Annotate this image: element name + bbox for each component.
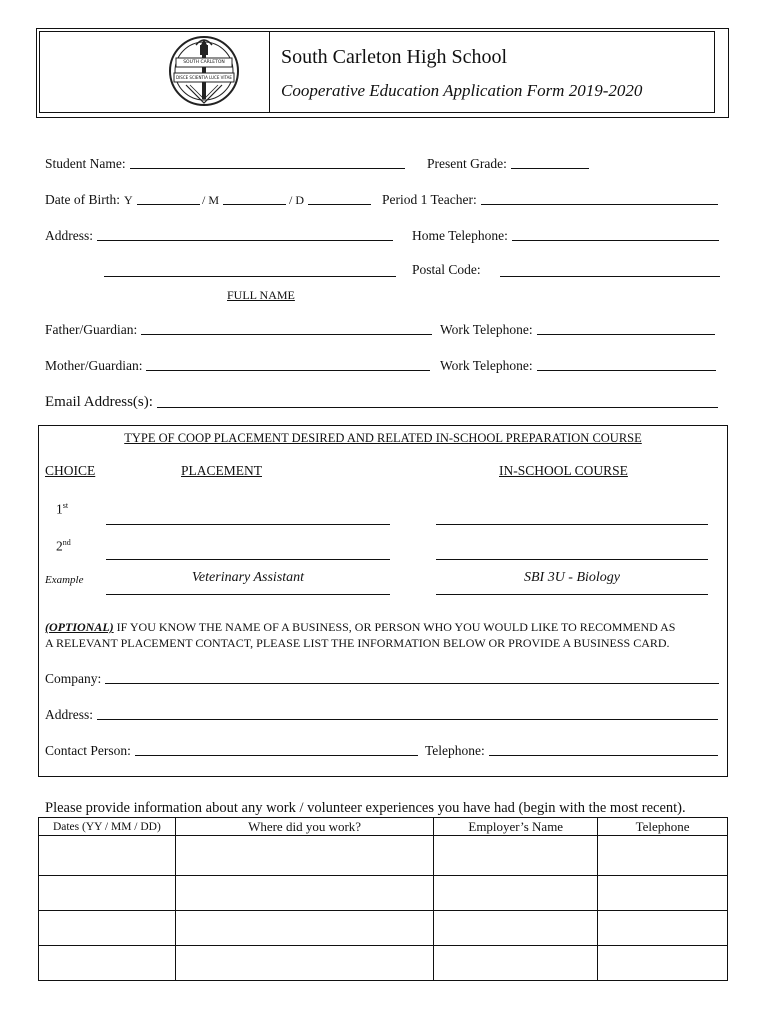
table-row [39,876,728,911]
business-telephone-label: Telephone: [425,743,485,758]
experience-table [38,817,728,981]
placement-column-header: PLACEMENT [181,463,262,478]
dob-day-field[interactable] [289,190,371,208]
home-telephone-field[interactable] [412,226,719,244]
example-course-line [436,594,708,595]
father-guardian-field[interactable] [45,320,432,338]
first-choice-placement-line[interactable] [106,524,390,525]
address-line-2[interactable] [104,276,396,277]
second-choice-course-line[interactable] [436,559,708,560]
example-placement-line [106,594,390,595]
in-school-course-column-header: IN-SCHOOL COURSE [499,463,628,478]
second-choice-placement-line[interactable] [106,559,390,560]
employer-cell[interactable] [434,911,598,946]
example-label: Example [45,574,84,586]
telephone-cell[interactable] [598,946,728,981]
where-column-header: Where did you work? [175,818,434,836]
mother-guardian-label: Mother/Guardian: [45,358,143,373]
period1-teacher-label: Period 1 Teacher: [382,192,477,207]
dob-label: Date of Birth: [45,192,120,207]
present-grade-field[interactable] [427,154,589,172]
business-telephone-field[interactable] [425,741,718,759]
mother-work-telephone-line[interactable] [537,370,716,371]
student-name-label: Student Name: [45,156,126,171]
father-work-telephone-label: Work Telephone: [440,322,533,337]
student-name-line[interactable] [130,168,405,169]
optional-note-line-1 [45,619,675,635]
telephone-cell[interactable] [598,876,728,911]
present-grade-line[interactable] [511,168,589,169]
choice-column-header: CHOICE [45,463,96,478]
experience-table-header-row [39,818,728,836]
placement-heading: TYPE OF COOP PLACEMENT DESIRED AND RELATED IN-SCHOOL PREPARATION COURSE [124,431,642,445]
second-choice-label [56,535,71,555]
dob-d-label: / D [289,193,304,207]
company-field[interactable] [45,669,719,687]
mother-guardian-line[interactable] [146,370,430,371]
dob-year-line[interactable] [137,204,200,205]
example-placement: Veterinary Assistant [191,570,305,585]
business-address-label: Address: [45,707,93,722]
dob-month-field[interactable] [202,190,286,208]
optional-text-1: IF YOU KNOW THE NAME OF A BUSINESS, OR PERSON WHO YOU WOULD LIKE TO RECOMMEND AS [113,620,676,634]
address-label: Address: [45,228,93,243]
father-guardian-label: Father/Guardian: [45,322,138,337]
dob-day-line[interactable] [308,204,371,205]
father-work-telephone-line[interactable] [537,334,715,335]
dates-cell[interactable] [39,876,176,911]
school-crest-logo [166,33,242,109]
email-line[interactable] [157,407,718,408]
second-choice-suffix: nd [62,538,71,547]
employer-column-header: Employer’s Name [434,818,598,836]
header-divider [269,31,270,113]
where-cell[interactable] [175,911,434,946]
postal-code-label: Postal Code: [412,262,481,277]
dates-cell[interactable] [39,911,176,946]
dob-year-field[interactable] [45,190,200,208]
dates-cell[interactable] [39,836,176,876]
email-field[interactable] [45,391,718,411]
contact-person-line[interactable] [135,755,418,756]
telephone-column-header: Telephone [598,818,728,836]
first-choice-label [56,498,68,518]
crest-motto: DISCE SCIENTIA LUCE VITAE [176,75,232,80]
business-address-field[interactable] [45,705,718,723]
period1-teacher-line[interactable] [481,204,718,205]
telephone-cell[interactable] [598,911,728,946]
mother-guardian-field[interactable] [45,356,430,374]
telephone-cell[interactable] [598,836,728,876]
company-line[interactable] [105,683,719,684]
business-telephone-line[interactable] [489,755,718,756]
dob-m-label: / M [202,193,220,207]
company-label: Company: [45,671,102,686]
father-guardian-line[interactable] [141,334,432,335]
mother-work-telephone-field[interactable] [440,356,716,374]
employer-cell[interactable] [434,946,598,981]
placement-heading-wrap [38,430,728,446]
optional-tag: (OPTIONAL) [45,620,114,634]
where-cell[interactable] [175,876,434,911]
school-name: South Carleton High School [281,46,508,68]
student-name-field[interactable] [45,154,405,172]
experience-intro: Please provide information about any work / volunteer experiences you have had (begin with the most recent). [45,800,686,816]
optional-note-line-2: A RELEVANT PLACEMENT CONTACT, PLEASE LIST THE INFORMATION BELOW OR PROVIDE A BUSINESS CARD. [45,636,670,650]
second-choice-number: 2 [56,538,63,554]
first-choice-suffix: st [62,501,69,510]
dates-cell[interactable] [39,946,176,981]
form-title: Cooperative Education Application Form 2019-2020 [281,81,643,100]
dates-column-header: Dates (YY / MM / DD) [39,818,176,836]
business-address-line[interactable] [97,719,718,720]
where-cell[interactable] [175,836,434,876]
employer-cell[interactable] [434,836,598,876]
contact-person-label: Contact Person: [45,743,131,758]
table-row [39,911,728,946]
full-name-caption: FULL NAME [227,288,295,302]
mother-work-telephone-label: Work Telephone: [440,358,533,373]
dob-y-label: Y [123,193,133,207]
contact-person-field[interactable] [45,741,418,759]
address-line[interactable] [97,240,393,241]
period1-teacher-field[interactable] [382,190,718,208]
home-telephone-label: Home Telephone: [412,228,508,243]
employer-cell[interactable] [434,876,598,911]
home-telephone-line[interactable] [512,240,719,241]
table-row [39,836,728,876]
first-choice-course-line[interactable] [436,524,708,525]
where-cell[interactable] [175,946,434,981]
present-grade-label: Present Grade: [427,156,507,171]
table-row [39,946,728,981]
crest-top-text: SOUTH CARLETON [183,60,225,65]
dob-month-line[interactable] [223,204,286,205]
example-course: SBI 3U - Biology [523,570,621,585]
email-label: Email Address(s): [45,394,153,410]
address-field[interactable] [45,226,393,244]
first-choice-number: 1 [56,501,63,517]
postal-code-line[interactable] [500,276,720,277]
father-work-telephone-field[interactable] [440,320,715,338]
